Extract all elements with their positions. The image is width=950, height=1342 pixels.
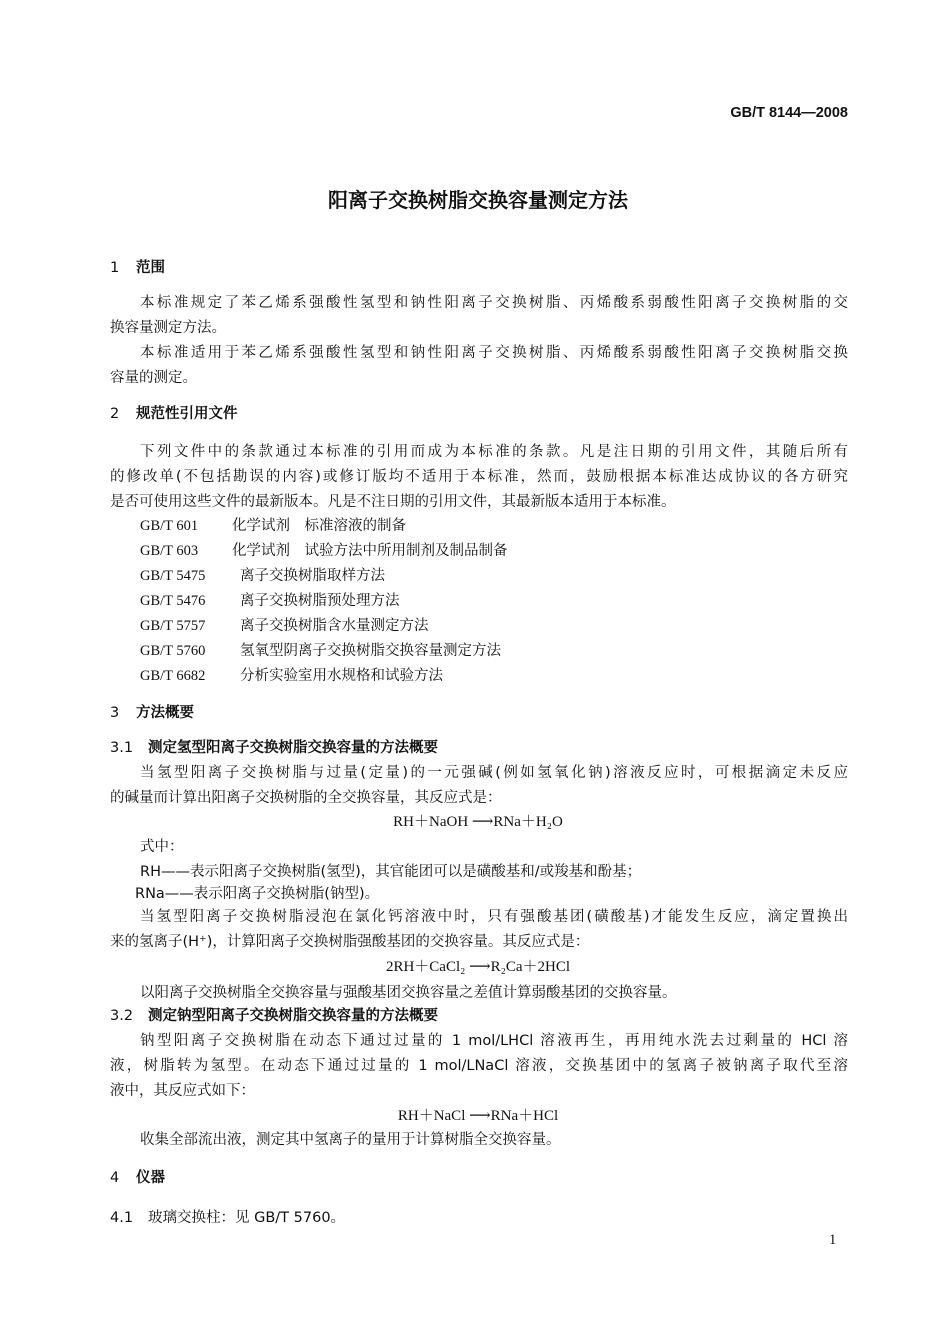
- paragraph-line: 当氢型阳离子交换树脂浸泡在氯化钙溶液中时，只有强酸基团(磺酸基)才能发生反应，滴定置换出: [140, 909, 848, 925]
- reference-code: GB/T 601: [140, 518, 199, 534]
- reference-item: [140, 641, 501, 661]
- paragraph-line: 的修改单(不包括勘误的内容)或修订版均不适用于本标准，然而，鼓励根据本标准达成协议的各方研究: [110, 469, 848, 485]
- section-1-heading: [110, 258, 165, 278]
- reference-title: 离子交换树脂取样方法: [240, 568, 385, 584]
- paragraph-line: 的碱量而计算出阳离子交换树脂的全交换容量，其反应式是：: [110, 790, 502, 806]
- section-number: 4.1: [110, 1210, 134, 1226]
- page-number: 1: [829, 1232, 837, 1248]
- reference-code: GB/T 5760: [140, 643, 206, 659]
- section-2-heading: [110, 404, 238, 424]
- section-number: 2: [110, 406, 120, 422]
- paragraph-line: 以阳离子交换树脂全交换容量与强酸基团交换容量之差值计算弱酸基团的交换容量。: [140, 985, 677, 1001]
- reference-title: 离子交换树脂含水量测定方法: [240, 618, 429, 634]
- reference-item: [140, 616, 429, 636]
- reaction-formula: RH＋NaOH ⟶RNa＋H₂O: [393, 814, 563, 830]
- reference-item: [140, 591, 400, 611]
- reference-code: GB/T 603: [140, 543, 199, 559]
- section-number: 3: [110, 705, 120, 721]
- section-3-2-heading: [110, 1006, 438, 1026]
- section-title: 测定钠型阳离子交换树脂交换容量的方法概要: [148, 1008, 438, 1024]
- section-3-heading: [110, 703, 194, 723]
- paragraph-line: 收集全部流出液，测定其中氢离子的量用于计算树脂全交换容量。: [140, 1132, 561, 1148]
- reference-code: GB/T 5475: [140, 568, 206, 584]
- paragraph-line: 钠型阳离子交换树脂在动态下通过过量的 1 mol/LHCl 溶液再生，再用纯水洗去过剩量的 HCl 溶: [140, 1033, 848, 1049]
- reference-code: GB/T 5757: [140, 618, 206, 634]
- paragraph-line: 液中，其反应式如下：: [110, 1083, 255, 1099]
- standard-number: GB/T 8144—2008: [730, 105, 848, 121]
- section-4-1: [110, 1208, 345, 1228]
- paragraph-line: 换容量测定方法。: [110, 320, 226, 336]
- section-number: 3.1: [110, 740, 134, 756]
- section-number: 3.2: [110, 1008, 134, 1024]
- reference-title: 化学试剂 标准溶液的制备: [232, 518, 406, 534]
- paragraph-line: 液，树脂转为氢型。在动态下通过过量的 1 mol/LNaCl 溶液，交换基团中的氢离子被钠离子取代至溶: [110, 1058, 848, 1074]
- section-title: 范围: [136, 260, 165, 276]
- section-text: 玻璃交换柱：见 GB/T 5760。: [148, 1210, 346, 1226]
- paragraph-line: 下列文件中的条款通过本标准的引用而成为本标准的条款。凡是注日期的引用文件，其随后所有: [140, 444, 848, 460]
- section-4-heading: [110, 1168, 165, 1188]
- paragraph-line: 是否可使用这些文件的最新版本。凡是不注日期的引用文件，其最新版本适用于本标准。: [110, 494, 676, 510]
- paragraph-line: 当氢型阳离子交换树脂与过量(定量)的一元强碱(例如氢氧化钠)溶液反应时，可根据滴定未反应: [140, 765, 848, 781]
- reference-item: [140, 516, 406, 536]
- definition-rh: RH——表示阳离子交换树脂(氢型)，其官能团可以是磺酸基和/或羧基和酚基；: [140, 864, 642, 880]
- paragraph-line: 本标准规定了苯乙烯系强酸性氢型和钠性阳离子交换树脂、丙烯酸系弱酸性阳离子交换树脂的交: [140, 295, 848, 311]
- reference-title: 化学试剂 试验方法中所用制剂及制品制备: [232, 543, 508, 559]
- section-title: 测定氢型阳离子交换树脂交换容量的方法概要: [148, 740, 438, 756]
- reference-code: GB/T 6682: [140, 668, 206, 684]
- section-title: 方法概要: [136, 705, 194, 721]
- reference-title: 离子交换树脂预处理方法: [240, 593, 400, 609]
- paragraph-line: 容量的测定。: [110, 370, 197, 386]
- section-title: 规范性引用文件: [136, 406, 238, 422]
- section-number: 4: [110, 1170, 120, 1186]
- reaction-formula: 2RH＋CaCl₂ ⟶R₂Ca＋2HCl: [385, 959, 571, 975]
- reference-code: GB/T 5476: [140, 593, 206, 609]
- reference-item: [140, 566, 385, 586]
- paragraph-line: 来的氢离子(H⁺)，计算阳离子交换树脂强酸基团的交换容量。其反应式是：: [110, 934, 590, 950]
- paragraph-line: 本标准适用于苯乙烯系强酸性氢型和钠性阳离子交换树脂、丙烯酸系弱酸性阳离子交换树脂交换: [140, 345, 848, 361]
- reference-title: 氢氧型阴离子交换树脂交换容量测定方法: [240, 643, 501, 659]
- section-3-1-heading: [110, 738, 438, 758]
- reaction-formula: RH＋NaCl ⟶RNa＋HCl: [397, 1108, 559, 1124]
- section-title: 仪器: [136, 1170, 165, 1186]
- definition-rna: RNa——表示阳离子交换树脂(钠型)。: [135, 886, 380, 902]
- reference-item: [140, 541, 508, 561]
- document-title: 阳离子交换树脂交换容量测定方法: [328, 188, 628, 212]
- reference-item: [140, 666, 443, 686]
- section-number: 1: [110, 260, 120, 276]
- where-label: 式中：: [140, 839, 184, 855]
- reference-title: 分析实验室用水规格和试验方法: [240, 668, 443, 684]
